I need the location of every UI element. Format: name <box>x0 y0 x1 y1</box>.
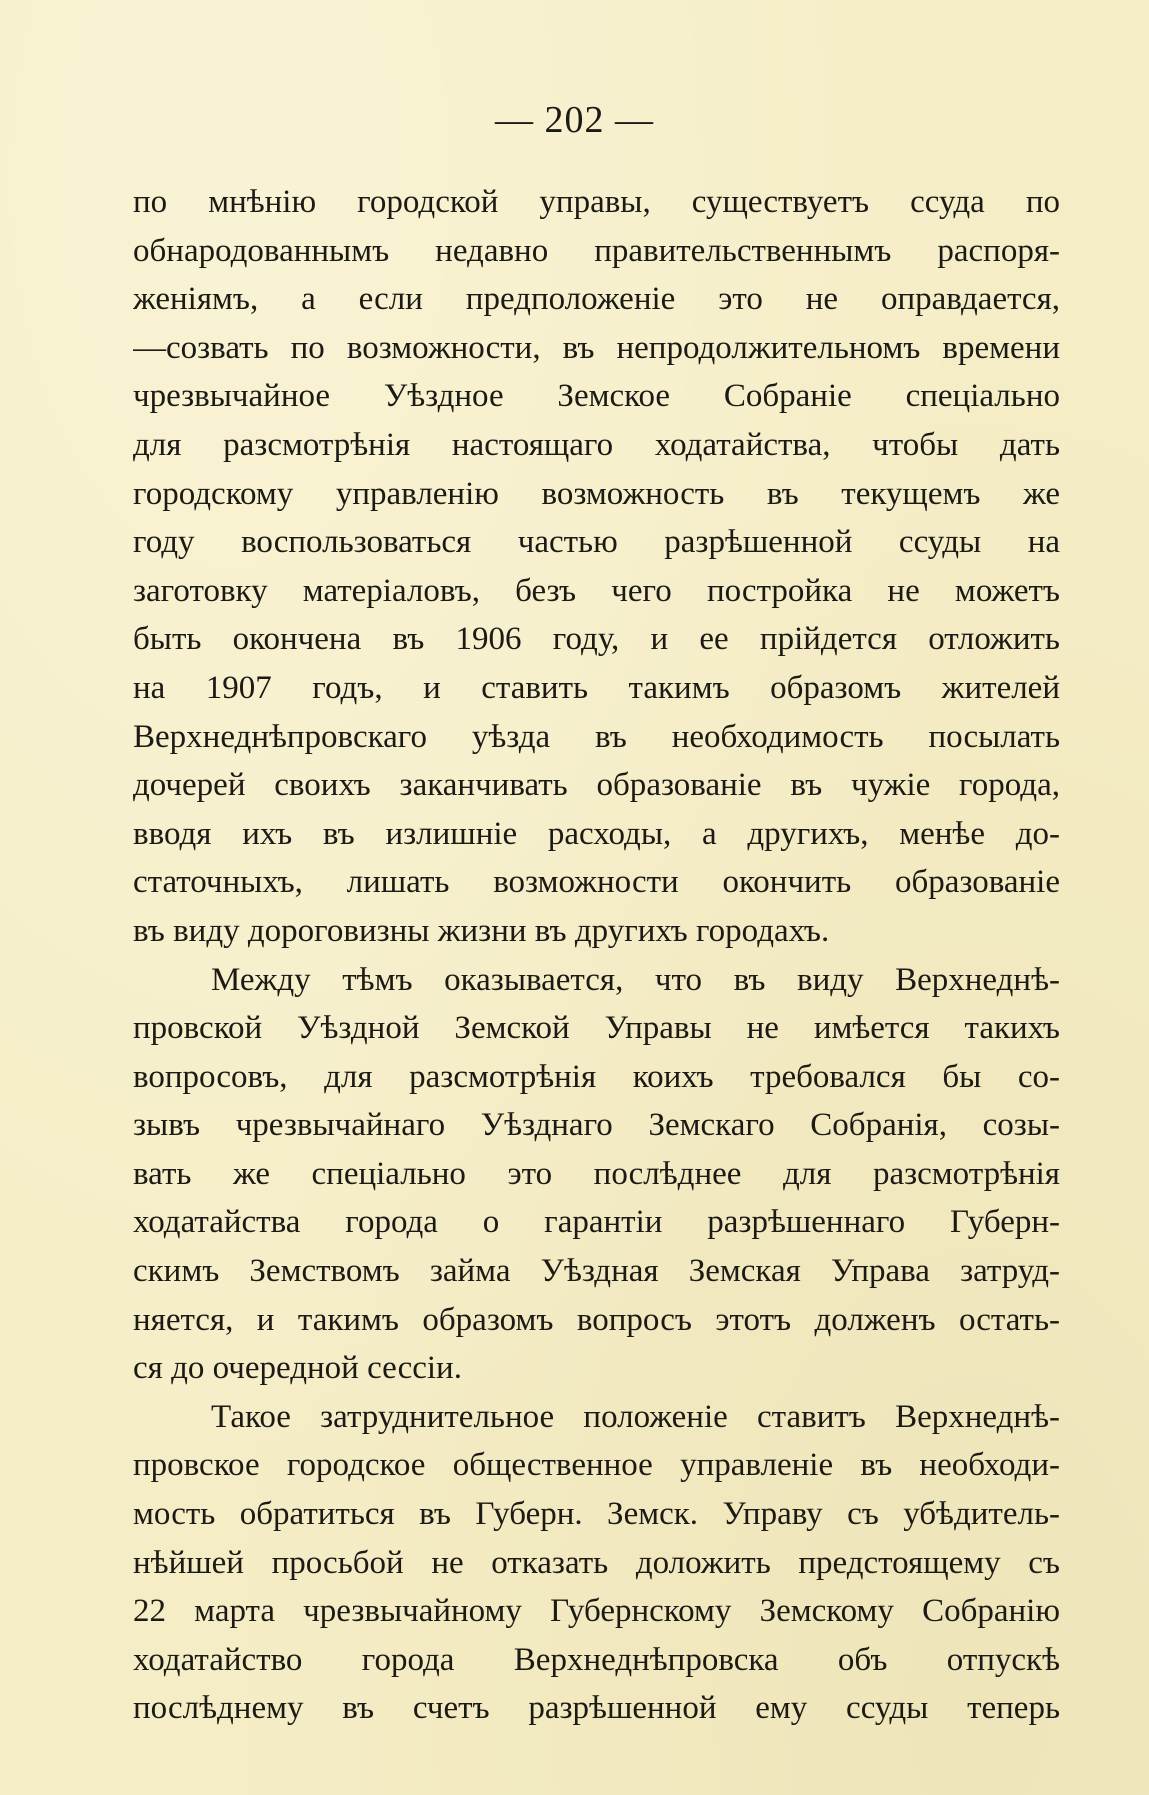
text-line: по мнѣнію городской управы, существуетъ ссуда по <box>133 184 1060 220</box>
text-line: году воспользоваться частью разрѣшенной ссуды на <box>133 524 1060 561</box>
text-line: ся до очередной сессіи. <box>133 1350 462 1387</box>
page-number: — 202 — <box>495 99 654 141</box>
text-line: городскому управленію возможность въ текущемъ же <box>133 475 1060 512</box>
text-line: вать же спеціально это послѣднее для разсмотрѣнія <box>133 1155 1060 1192</box>
text-line: провской Уѣздной Земской Управы не имѣется такихъ <box>133 1010 1060 1047</box>
text-line: ходатайства города о гарантіи разрѣшеннаго Губерн- <box>133 1204 1060 1241</box>
text-line: —созвать по возможности, въ непродолжительномъ времени <box>133 329 1060 366</box>
text-line: Между тѣмъ оказывается, что въ виду Верхнеднѣ- <box>211 961 1060 998</box>
body-text <box>133 178 1060 1733</box>
text-line: для разсмотрѣнія настоящаго ходатайства, чтобы дать <box>133 426 1060 463</box>
text-line: провское городское общественное управленіе въ необходи- <box>133 1447 1060 1484</box>
text-line: няется, и такимъ образомъ вопросъ этотъ долженъ остать- <box>133 1301 1060 1338</box>
text-line: на 1907 годъ, и ставить такимъ образомъ жителей <box>133 669 1060 706</box>
text-line: женіямъ, а если предположеніе это не оправдается, <box>133 281 1060 318</box>
text-line: Верхнеднѣпровскаго уѣзда въ необходимость посылать <box>133 718 1060 755</box>
text-line: Такое затруднительное положеніе ставитъ Верхнеднѣ- <box>211 1398 1060 1435</box>
text-line: ходатайство города Верхнеднѣпровска объ отпускѣ <box>133 1641 1060 1678</box>
text-line: чрезвычайное Уѣздное Земское Собраніе спеціально <box>133 378 1060 415</box>
text-line: быть окончена въ 1906 году, и ее прійдется отложить <box>133 621 1060 658</box>
text-line: 22 марта чрезвычайному Губернскому Земскому Собранію <box>133 1593 1060 1630</box>
text-line: въ виду дороговизны жизни въ другихъ городахъ. <box>133 912 830 949</box>
text-line: послѣднему въ счетъ разрѣшенной ему ссуды теперь <box>133 1690 1060 1727</box>
text-line: вводя ихъ въ излишніе расходы, а другихъ, менѣе до- <box>133 815 1060 852</box>
text-line: мость обратиться въ Губерн. Земск. Управу съ убѣдитель- <box>133 1496 1060 1533</box>
text-line: заготовку матеріаловъ, безъ чего постройка не можетъ <box>133 572 1060 609</box>
text-line: скимъ Земствомъ займа Уѣздная Земская Управа затруд- <box>133 1253 1060 1290</box>
text-line: вопросовъ, для разсмотрѣнія коихъ требовался бы со- <box>133 1058 1060 1095</box>
text-line: статочныхъ, лишать возможности окончить образованіе <box>133 864 1060 901</box>
text-line: дочерей своихъ заканчивать образованіе въ чужіе города, <box>133 767 1060 804</box>
text-line: зывъ чрезвычайнаго Уѣзднаго Земскаго Собранія, созы- <box>133 1107 1060 1144</box>
text-line: нѣйшей просьбой не отказать доложить предстоящему съ <box>133 1544 1060 1581</box>
text-line: обнародованнымъ недавно правительственнымъ распоря- <box>133 232 1060 269</box>
